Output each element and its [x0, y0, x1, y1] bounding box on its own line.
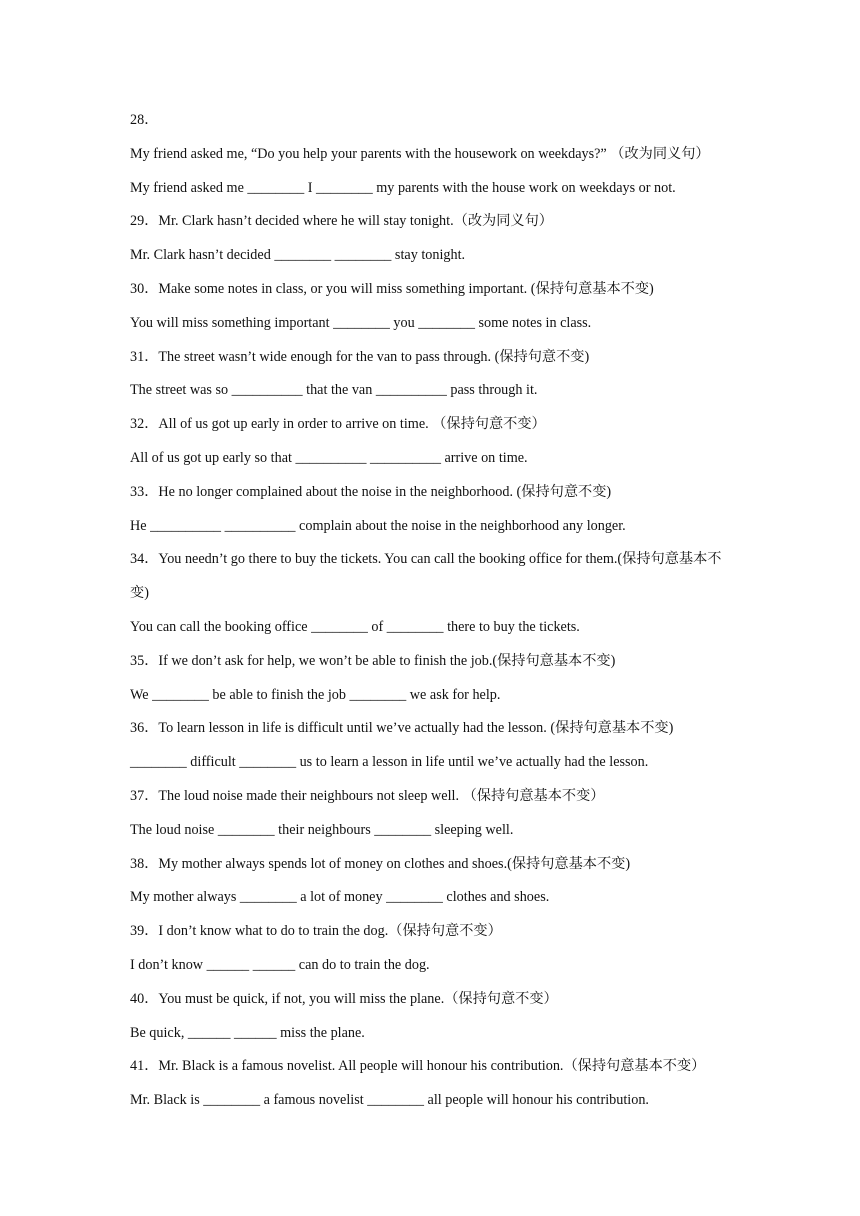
question-text: Make some notes in class, or you will miss something important. (保持句意基本不变)	[158, 280, 654, 297]
answer-line: We ________ be able to finish the job ________ we ask for help.	[130, 686, 501, 703]
question-text: If we don’t ask for help, we won’t be able to finish the job.(保持句意基本不变)	[158, 652, 616, 669]
question-number: 33．	[130, 483, 159, 500]
question-text: Mr. Black is a famous novelist. All people will honour his contribution.（保持句意基本不变）	[158, 1058, 706, 1075]
question-prompt	[130, 983, 734, 1017]
question-text: Mr. Clark hasn’t decided where he will stay tonight.（改为同义句）	[158, 213, 553, 230]
question-number: 41．	[130, 1058, 159, 1075]
question-prompt	[130, 780, 734, 814]
question-prompt	[130, 104, 734, 172]
question-text: The street wasn’t wide enough for the van to pass through. (保持句意不变)	[158, 348, 590, 365]
answer-line: Be quick, ______ ______ miss the plane.	[130, 1024, 365, 1041]
question-number: 40．	[130, 990, 159, 1007]
question-number: 31．	[130, 348, 159, 365]
question-text: The loud noise made their neighbours not sleep well. （保持句意基本不变）	[158, 787, 605, 804]
answer-line: You can call the booking office ________ of ________ there to buy the tickets.	[130, 618, 580, 635]
question-prompt	[130, 1050, 734, 1084]
answer-line: My friend asked me ________ I ________ my parents with the house work on weekdays or not.	[130, 179, 676, 196]
question-number: 37．	[130, 787, 159, 804]
question-number: 29．	[130, 213, 159, 230]
question-text: All of us got up early in order to arrive on time. （保持句意不变）	[158, 416, 546, 433]
question-number: 28．	[130, 112, 159, 128]
question-number: 36．	[130, 720, 159, 737]
answer-line: The street was so __________ that the van __________ pass through it.	[130, 382, 538, 399]
question-text: You must be quick, if not, you will miss the plane.（保持句意不变）	[158, 990, 558, 1007]
question-text: I don’t know what to do to train the dog.（保持句意不变）	[158, 923, 502, 940]
question-number: 32．	[130, 416, 159, 433]
answer-line: You will miss something important ________ you ________ some notes in class.	[130, 314, 592, 331]
question-number: 30．	[130, 280, 159, 297]
question-list	[130, 104, 734, 1118]
question-prompt	[130, 476, 734, 510]
question-prompt	[130, 205, 734, 239]
answer-line: Mr. Black is ________ a famous novelist ________ all people will honour his contribution.	[130, 1092, 649, 1109]
answer-line: My mother always ________ a lot of money ________ clothes and shoes.	[130, 889, 550, 906]
question-text: To learn lesson in life is difficult until we’ve actually had the lesson. (保持句意基本不变)	[158, 720, 674, 737]
question-number: 34．	[130, 551, 159, 568]
question-prompt	[130, 543, 734, 611]
question-prompt	[130, 915, 734, 949]
question-prompt	[130, 273, 734, 307]
question-text: You needn’t go there to buy the tickets. You can call the booking office for them.(保持句意基本不变)	[130, 551, 722, 602]
question-prompt	[130, 408, 734, 442]
question-number: 35．	[130, 652, 159, 669]
answer-line: All of us got up early so that __________ __________ arrive on time.	[130, 449, 528, 466]
question-prompt	[130, 848, 734, 882]
question-text: My friend asked me, “Do you help your parents with the housework on weekdays?” （改为同义句）	[130, 145, 710, 162]
answer-line: Mr. Clark hasn’t decided ________ ________ stay tonight.	[130, 247, 466, 264]
answer-line: The loud noise ________ their neighbours ________ sleeping well.	[130, 821, 514, 838]
question-prompt	[130, 341, 734, 375]
question-number: 38．	[130, 855, 159, 872]
question-number: 39．	[130, 923, 159, 940]
answer-line: I don’t know ______ ______ can do to train the dog.	[130, 956, 430, 973]
answer-line: He __________ __________ complain about the noise in the neighborhood any longer.	[130, 517, 626, 534]
question-text: My mother always spends lot of money on clothes and shoes.(保持句意基本不变)	[158, 855, 631, 872]
question-prompt	[130, 645, 734, 679]
answer-line: ________ difficult ________ us to learn a lesson in life until we’ve actually had the lesson.	[130, 754, 649, 771]
question-prompt	[130, 712, 734, 746]
question-text: He no longer complained about the noise in the neighborhood. (保持句意不变)	[158, 483, 612, 500]
